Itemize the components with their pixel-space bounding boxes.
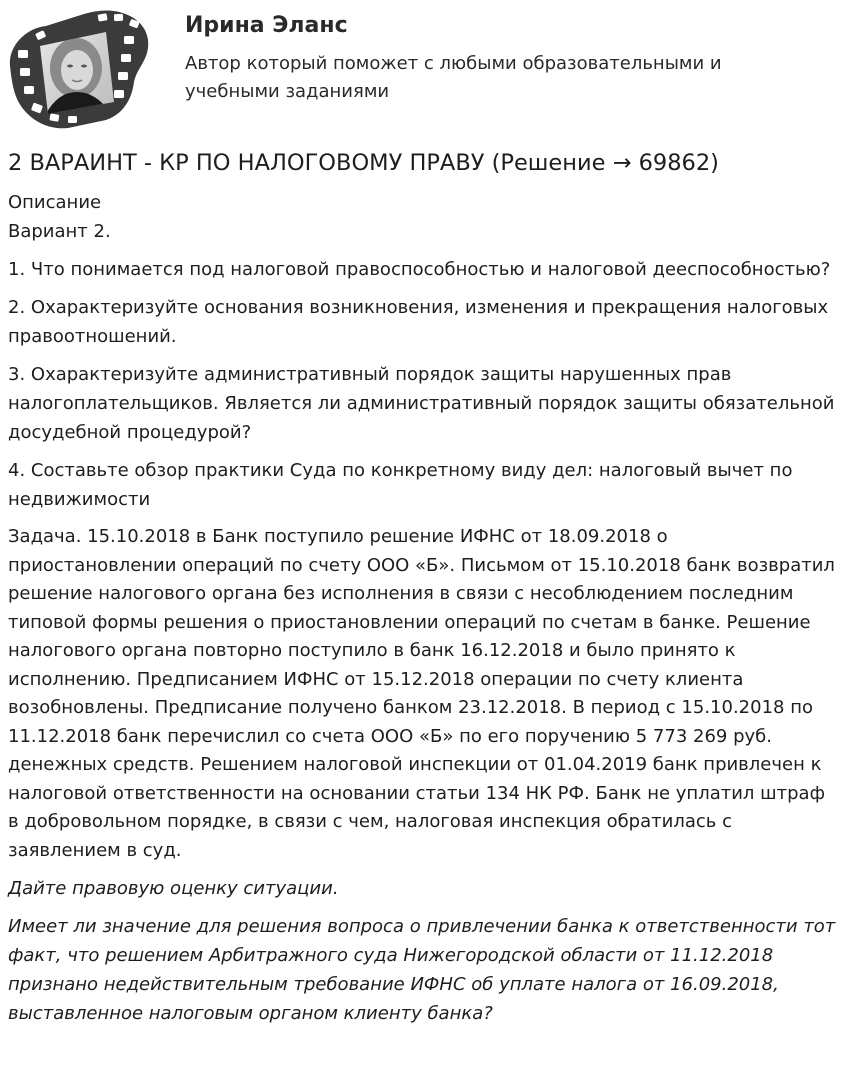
- document-title: 2 ВАРАИНТ - КР ПО НАЛОГОВОМУ ПРАВУ (Решение → 69862): [8, 150, 719, 176]
- question-2: 2. Охарактеризуйте основания возникновения, изменения и прекращения налоговых правоотношений.: [8, 297, 829, 347]
- task-text: Задача. 15.10.2018 в Банк поступило решение ИФНС от 18.09.2018 о приостановлении операций по счету ООО «Б». Письмом от 15.10.2018 банк возвратил решение налогового органа без исполнения в связи с несоблюдением последним типовой формы решения о приостановлении операций по счетам в банке. Решение налогового органа повторно поступило в банк 16.12.2018 и было принято к исполнению. Предписанием ИФНС от 15.12.2018 операции по счету клиента возобновлены. Предписание получено банком 23.12.2018. В период с 15.10.2018 по 11.12.2018 банк перечислил со счета ООО «Б» по его поручению 5 773 269 руб. денежных средств. Решением налоговой инспекции от 01.04.2019 банк привлечен к налоговой ответственности на основании статьи 134 НК РФ. Банк не уплатил штраф в добровольном порядке, в связи с чем, налоговая инспекция обратилась с заявлением в суд.: [8, 526, 835, 861]
- question-3: 3. Охарактеризуйте административный порядок защиты нарушенных прав налогоплательщиков. Является ли административный порядок защиты обязательной досудебной процедурой?: [8, 364, 835, 443]
- question-4: 4. Составьте обзор практики Суда по конкретному виду дел: налоговый вычет по недвижимости: [8, 460, 793, 510]
- author-description: Автор который поможет с любыми образовательными и учебными заданиями: [185, 53, 722, 102]
- instruction-text: Дайте правовую оценку ситуации.: [8, 878, 339, 899]
- author-name: Ирина Эланс: [185, 13, 348, 38]
- document-content: [8, 146, 840, 1028]
- description-label: Описание: [8, 192, 102, 213]
- variant-label: Вариант 2.: [8, 221, 111, 242]
- final-question-text: Имеет ли значение для решения вопроса о привлечении банка к ответственности тот факт, что решением Арбитражного суда Нижегородской области от 11.12.2018 признано недействительным требование ИФНС об уплате налога от 16.09.2018, выставленное налоговым органом клиенту банка?: [8, 916, 836, 1024]
- question-1: 1. Что понимается под налоговой правоспособностью и налоговой дееспособностью?: [8, 259, 831, 280]
- author-header: [0, 0, 847, 135]
- author-avatar-icon: [6, 6, 152, 130]
